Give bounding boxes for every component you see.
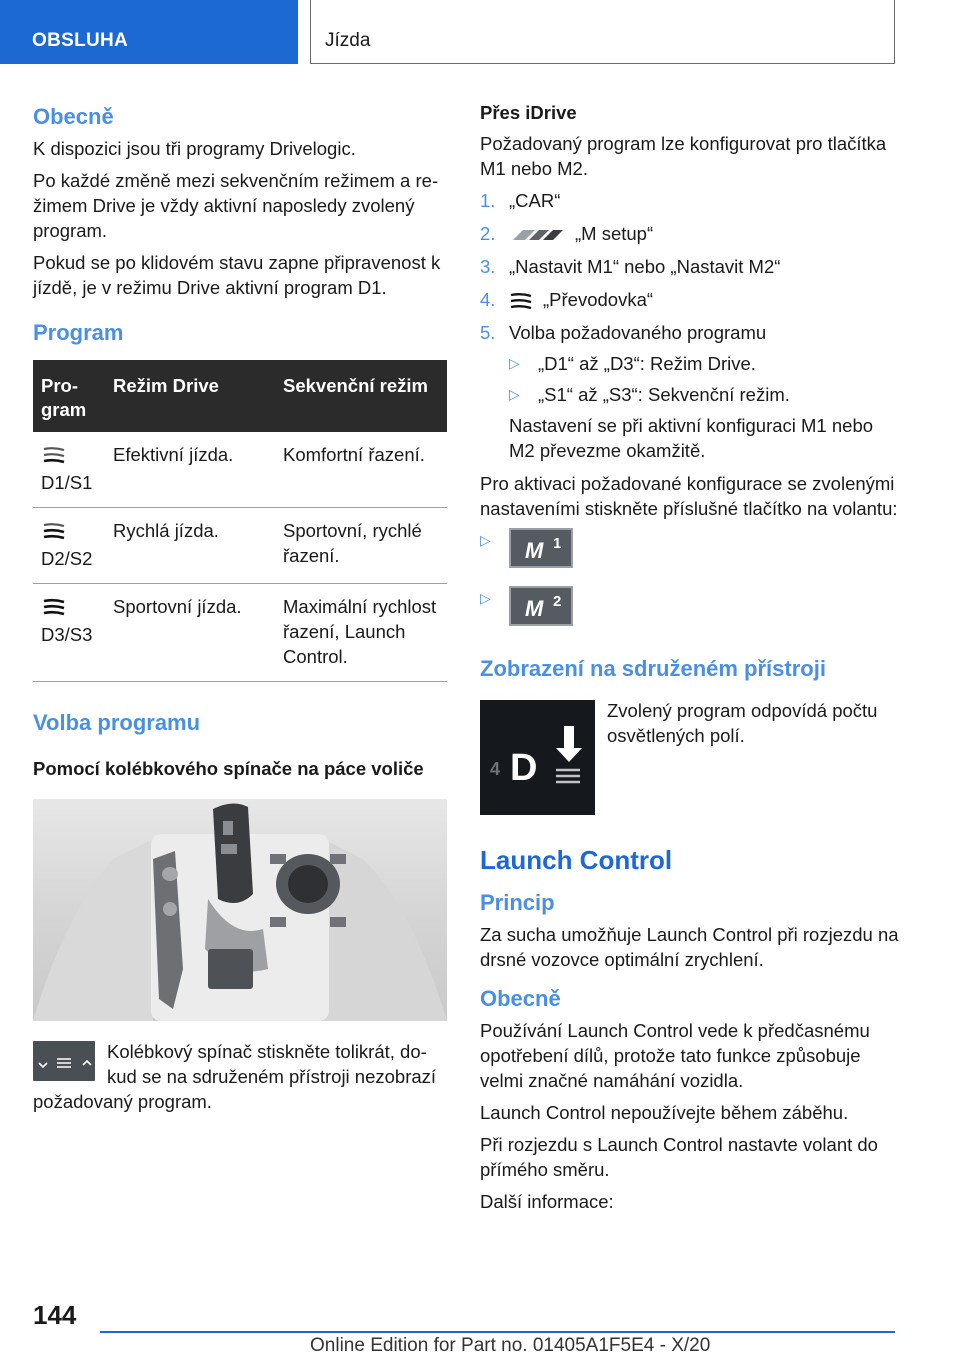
m1-button-icon (509, 528, 573, 568)
list-item: ▷ M 2 (480, 586, 900, 630)
gear-selector-photo (33, 799, 447, 1021)
rocker-switch-image (33, 1041, 95, 1081)
down-arrow-icon (556, 726, 582, 762)
list-item: ▷ M 1 (480, 528, 900, 572)
section-tab: OBSLUHA (0, 0, 298, 64)
heading-launch-control: Launch Control (480, 845, 673, 875)
table-header-program: Program (33, 360, 105, 432)
para-principle: Za sucha umožňuje Launch Control při rozjezdu na drsné vozovce optimální zrychlení. (480, 924, 899, 970)
edition-info: Online Edition for Part no. 01405A1F5E4 - X/20 (310, 1335, 711, 1356)
cluster-text: Zvolený program odpovídá počtu osvětlených polí. (607, 700, 878, 746)
svg-text:4: 4 (490, 759, 501, 779)
drive-mode-value: Rychlá jízda. (105, 508, 275, 584)
sequential-mode-value: Sportovní, rychlé řazení. (275, 508, 447, 584)
para-mode-change: Po každé změně mezi sekvenčním režimem a režimem Drive je vždy aktivní naposledy zvolený program. (33, 170, 439, 241)
para-steering: Při rozjezdu s Launch Control nastavte volant do přímého směru. (480, 1134, 878, 1180)
program-1-icon (41, 444, 67, 468)
chapter-title: Jízda (310, 0, 895, 64)
program-code: D3/S3 (41, 624, 93, 645)
heading-general: Obecně (33, 104, 114, 129)
left-column (33, 100, 447, 1121)
table-header-sequential: Sekvenční režim (275, 360, 447, 432)
table-row (33, 432, 447, 508)
program-options (509, 351, 900, 407)
heading-rocker-switch: Pomocí kolébkového spínače na páce voliče (33, 758, 424, 779)
svg-text:M: M (525, 538, 544, 563)
para-idrive: Požadovaný program lze konfigurovat pro tlačítka M1 nebo M2. (480, 133, 887, 179)
m-stripes-icon (509, 228, 565, 242)
m2-button-icon (509, 586, 573, 626)
program-3-icon (41, 596, 67, 620)
program-2-icon (41, 520, 67, 544)
program-code: D1/S1 (41, 472, 93, 493)
gear-selector-illustration (33, 799, 447, 1021)
sequential-mode-value: Komfortní řazení. (275, 432, 447, 508)
heading-program: Program (33, 320, 124, 345)
para-programs: K dispozici jsou tři programy Drivelogic. (33, 138, 356, 159)
sequential-mode-value: Maximální rychlost řazení, Launch Control. (275, 584, 447, 682)
program-code: D2/S2 (41, 548, 93, 569)
transmission-icon (509, 291, 533, 311)
cluster-section (480, 698, 900, 821)
drive-mode-value: Efektivní jízda. (105, 432, 275, 508)
idrive-steps (480, 188, 900, 463)
svg-text:2: 2 (553, 593, 562, 610)
list-item: ▷ „S1“ až „S3“: Sekvenční režim. (509, 384, 790, 405)
list-item: 2. „M setup“ (480, 223, 654, 244)
list-item: ▷ „D1“ až „D3“: Režim Drive. (509, 353, 756, 374)
list-item: 4. „Převodovka“ (480, 289, 654, 310)
list-item: 1. „CAR“ (480, 190, 561, 211)
para-more-info: Další informace: (480, 1191, 614, 1212)
rocker-instruction (33, 1039, 447, 1114)
heading-general-2: Obecně (480, 986, 561, 1011)
svg-text:1: 1 (553, 535, 562, 552)
para-wear: Používání Launch Control vede k předčasnému opotřebení dílů, protože tato funkce způsobuje velmi značné namáhání vozidla. (480, 1020, 870, 1091)
para-default-program: Pokud se po klidovém stavu zapne připravenost k jízdě, je v režimu Drive aktivní program D1. (33, 252, 441, 298)
list-item: 5. Volba požadovaného programu ▷ „D1“ až „D3“: Režim Drive. ▷ „S1“ až „S3“: Sekvenční režim. Nastavení se při aktivní konfiguraci M1 nebo M2 převezme okamžitě. (480, 320, 900, 463)
right-column (480, 100, 900, 1221)
heading-idrive: Přes iDrive (480, 102, 577, 123)
page-number: 144 (33, 1300, 77, 1330)
m-buttons-list (480, 528, 900, 630)
para-adopt: Nastavení se při aktivní konfiguraci M1 nebo M2 převezme okamžitě. (509, 415, 874, 461)
para-break-in: Launch Control nepoužívejte během záběhu. (480, 1102, 849, 1123)
rocker-text: Kolébkový spínač stiskněte tolikrát, dokud se na sdruženém přístroji nezobrazí požadovaný program. (33, 1041, 437, 1112)
svg-text:M: M (525, 596, 544, 621)
program-table (33, 360, 447, 682)
heading-principle: Princip (480, 890, 555, 915)
heading-program-selection: Volba programu (33, 710, 201, 735)
table-row (33, 584, 447, 682)
footer-divider (100, 1331, 895, 1333)
para-activate: Pro aktivaci požadované konfigurace se zvolenými nastaveními stiskněte příslušné tlačítko na volantu: (480, 473, 898, 519)
heading-cluster-display: Zobrazení na sdruženém přístroji (480, 656, 826, 681)
svg-text:D: D (510, 747, 538, 789)
table-header-drive: Režim Drive (105, 360, 275, 432)
table-row (33, 508, 447, 584)
list-item: 3. „Nastavit M1“ nebo „Nastavit M2“ (480, 256, 781, 277)
instrument-cluster-image (480, 700, 595, 815)
drive-mode-value: Sportovní jízda. (105, 584, 275, 682)
rocker-switch-icon (33, 1041, 95, 1081)
